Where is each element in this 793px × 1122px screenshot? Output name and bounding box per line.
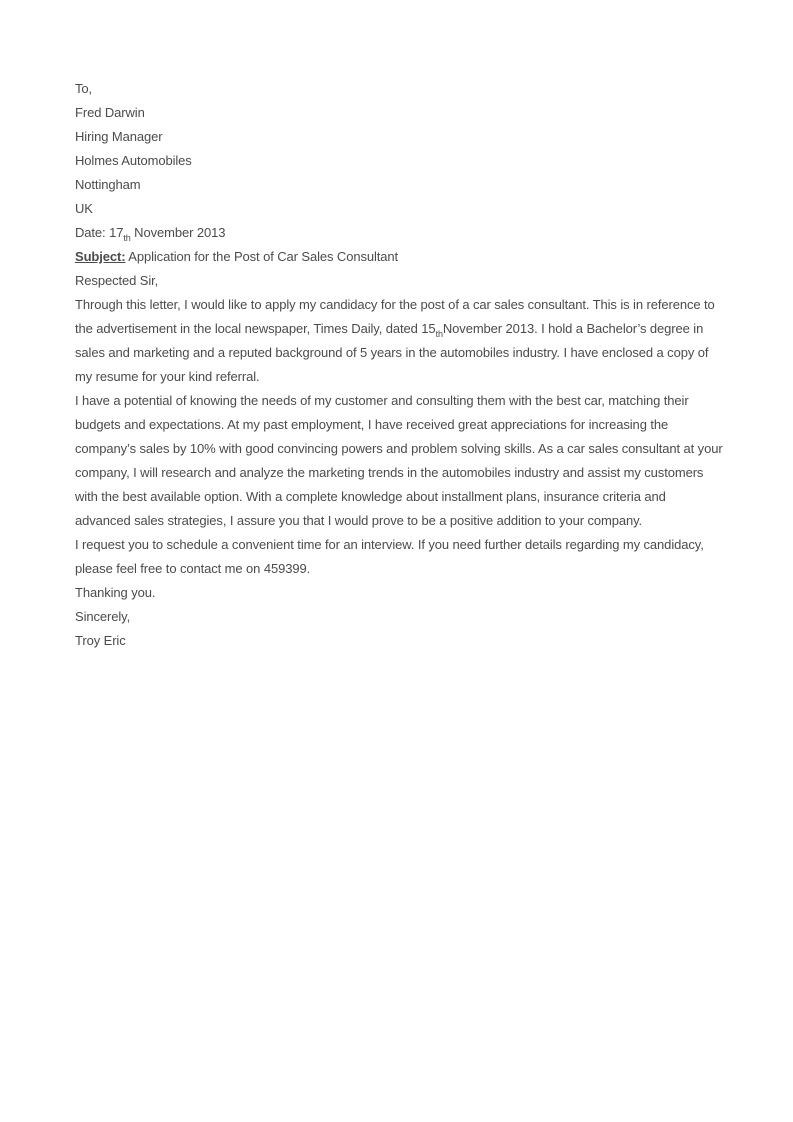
subject-line: Subject: Application for the Post of Car Sales Consultant bbox=[75, 249, 399, 264]
paragraph-2: I have a potential of knowing the needs of my customer and consulting them with the best car, matching their budgets and expectations. At my past employment, I have received great appreciations for increasing the company’s sales by 10% with good convincing powers and problem solving skills. As a car sales consultant at your company, I will research and analyze the marketing trends in the automobiles industry and assist my customers with the best available option. With a complete knowledge about installment plans, insurance criteria and advanced sales strategies, I assure you that I would prove to be a positive addition to your company. bbox=[75, 393, 723, 528]
recipient-name: Fred Darwin bbox=[75, 105, 145, 120]
closing-signature: Troy Eric bbox=[75, 633, 126, 648]
letter-body bbox=[75, 77, 723, 653]
recipient-city: Nottingham bbox=[75, 177, 141, 192]
recipient-company: Holmes Automobiles bbox=[75, 153, 192, 168]
salutation: Respected Sir, bbox=[75, 273, 159, 288]
paragraph-3: I request you to schedule a convenient time for an interview. If you need further details regarding my candidacy, please feel free to contact me on 459399. bbox=[75, 537, 704, 576]
paragraph-1: Through this letter, I would like to apply my candidacy for the post of a car sales consultant. This is in reference to the advertisement in the local newspaper, Times Daily, dated $15_{th}November$ 2013. I hold a Bachelor’s degree in sales and marketing and a reputed background of 5 years in the automobiles industry. I have enclosed a copy of my resume for your kind referral. bbox=[75, 297, 715, 384]
recipient-title: Hiring Manager bbox=[75, 129, 163, 144]
date-line: Date: $17_{th}$ November 2013 bbox=[75, 225, 226, 243]
closing-signoff: Sincerely, bbox=[75, 609, 131, 624]
recipient-to: To, bbox=[75, 81, 93, 96]
closing-thanks: Thanking you. bbox=[75, 585, 156, 600]
recipient-country: UK bbox=[75, 201, 93, 216]
